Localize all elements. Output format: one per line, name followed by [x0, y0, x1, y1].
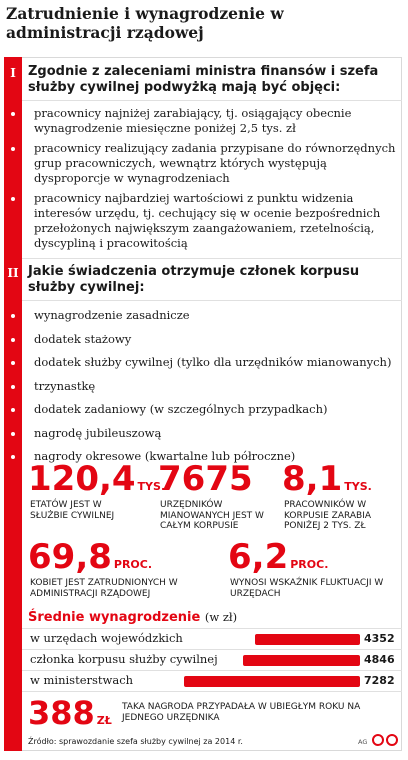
- stat-women-caption: KOBIET JEST ZATRUDNIONYCH W ADMINISTRACJI RZĄDOWEJ: [30, 578, 178, 599]
- bullet-icon: [11, 361, 15, 365]
- author-credit: AG: [358, 738, 368, 746]
- section2-item-7: nagrody okresowe (kwartalne lub półroczne): [34, 449, 296, 463]
- red-side-bar: [4, 57, 22, 751]
- section-divider: [22, 258, 402, 259]
- bullet-icon: [11, 408, 15, 412]
- stat-turnover-caption: WYNOSI WSKAŹNIK FLUKTUACJI W URZĘDACH: [230, 578, 384, 599]
- section2-item-5: dodatek zadaniowy (w szczególnych przypadkach): [34, 402, 328, 416]
- section1-divider: [22, 100, 402, 101]
- bullet-icon: [11, 338, 15, 342]
- section1-item-2: pracownicy realizujący zadania przypisane do równorzędnych grup pracowniczych, wewnątrz których występują dysproporcje w wynagrodzeniach: [34, 141, 396, 185]
- section1-heading: Zgodnie z zaleceniami ministra finansów i szefa służby cywilnej podwyżką mają być objęci:: [28, 64, 379, 95]
- wage-label: członka korpusu służby cywilnej: [30, 652, 218, 666]
- section2-item-6: nagrodę jubileuszową: [34, 426, 162, 440]
- stat-employees-caption: ETATÓW JEST W SŁUŻBIE CYWILNEJ: [30, 500, 115, 521]
- section2-item-4: trzynastkę: [34, 379, 96, 393]
- bullet-icon: [11, 455, 15, 459]
- stat-appointed-value: 7675: [158, 459, 253, 499]
- section2-item-1: wynagrodzenie zasadnicze: [34, 308, 190, 322]
- logo-icon: [386, 734, 398, 746]
- wage-bar: [184, 676, 360, 687]
- wage-value: 7282: [364, 674, 395, 687]
- section2-item-2: dodatek stażowy: [34, 332, 132, 346]
- stat-lowpaid-value: 8,1 TYS.: [282, 459, 372, 499]
- section1-item-3: pracownicy najbardziej wartościowi z punktu widzenia interesów urzędu, tj. cechujący się w ocenie bezpośrednich przełożonych największym zaangażowaniem, rzetelnością, dyscypliną i pracowitością: [34, 191, 381, 250]
- wage-bar: [255, 634, 360, 645]
- bullet-icon: [11, 314, 15, 318]
- wage-bar: [243, 655, 360, 666]
- section2-heading: Jakie świadczenia otrzymuje członek korpusu służby cywilnej:: [28, 264, 360, 295]
- bullet-icon: [11, 197, 15, 201]
- award-value: 388 ZŁ: [28, 694, 112, 732]
- wage-value: 4846: [364, 653, 395, 666]
- bullet-icon: [11, 112, 15, 116]
- wages-divider: [22, 670, 402, 671]
- stat-employees-value: 120,4 TYS.: [28, 459, 166, 499]
- section1-numeral: I: [10, 66, 16, 80]
- wages-title: Średnie wynagrodzenie (w zł): [28, 610, 238, 625]
- page-title: Zatrudnienie i wynagrodzenie w administracji rządowej: [6, 4, 284, 42]
- stat-turnover-value: 6,2 PROC.: [228, 537, 329, 577]
- wages-divider: [22, 628, 402, 629]
- stat-appointed-caption: URZĘDNIKÓW MIANOWANYCH JEST W CAŁYM KORPUSIE: [160, 500, 264, 531]
- wage-value: 4352: [364, 632, 395, 645]
- wages-divider: [22, 691, 402, 692]
- section2-numeral: II: [7, 266, 19, 280]
- source-note: Źródło: sprawozdanie szefa służby cywilnej za 2014 r.: [28, 737, 243, 746]
- section2-item-3: dodatek służby cywilnej (tylko dla urzędników mianowanych): [34, 355, 392, 369]
- award-caption: TAKA NAGRODA PRZYPADAŁA W UBIEGŁYM ROKU NA JEDNEGO URZĘDNIKA: [122, 702, 361, 723]
- wages-divider: [22, 649, 402, 650]
- section1-item-1: pracownicy najniżej zarabiający, tj. osiągający obecnie wynagrodzenie miesięczne poniżej 2,5 tys. zł: [34, 106, 352, 135]
- bullet-icon: [11, 147, 15, 151]
- section2-divider: [22, 300, 402, 301]
- stat-women-value: 69,8 PROC.: [28, 537, 153, 577]
- bullet-icon: [11, 432, 15, 436]
- stat-lowpaid-caption: PRACOWNIKÓW W KORPUSIE ZARABIA PONIŻEJ 2 TYS. ZŁ: [284, 500, 372, 531]
- wage-label: w urzędach wojewódzkich: [30, 631, 183, 645]
- logo-icon: [372, 734, 384, 746]
- bullet-icon: [11, 385, 15, 389]
- wage-label: w ministerstwach: [30, 673, 134, 687]
